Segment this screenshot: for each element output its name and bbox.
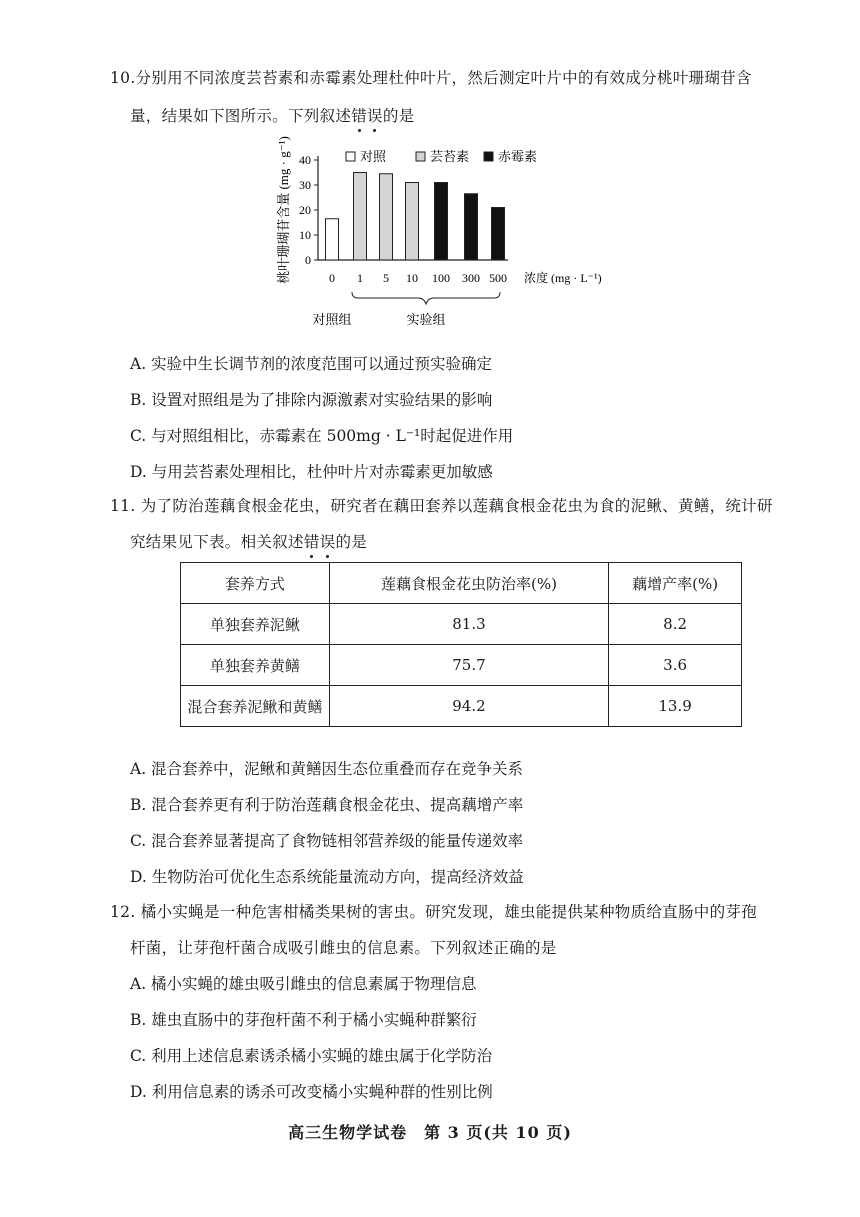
bar-1-0: [326, 219, 339, 260]
table-cell: 81.3: [329, 604, 608, 645]
x-tick-label: 1: [357, 271, 363, 285]
table-header-cell: 藕增产率(%): [609, 563, 742, 604]
q10-stem-line2-post: 的是: [382, 107, 415, 125]
table-cell: 13.9: [609, 686, 742, 727]
y-tick-label: 10: [299, 228, 311, 242]
y-tick-label: 40: [299, 153, 311, 167]
legend-label-3: 赤霉素: [498, 149, 538, 164]
q11-stem-line2-post: 的是: [335, 533, 368, 551]
q11-stem-line2-pre: 究结果见下表。相关叙述: [130, 533, 304, 551]
q11-option-b: B. 混合套养更有利于防治莲藕食根金花虫、提高藕增产率: [130, 796, 524, 814]
table-cell: 混合套养泥鳅和黄鳝: [181, 686, 330, 727]
legend-swatch-1: [346, 152, 355, 161]
bar-3-300: [465, 194, 478, 260]
q11-emphasis-char-1: 错: [303, 533, 320, 551]
table-cell: 75.7: [329, 645, 608, 686]
y-axis-label: 桃叶珊瑚苷含量 (mg · g⁻¹): [276, 136, 291, 284]
x-tick-label: 300: [462, 271, 480, 285]
table-cell: 3.6: [609, 645, 742, 686]
q11-option-a: A. 混合套养中，泥鳅和黄鳝因生态位重叠而存在竞争关系: [130, 760, 524, 778]
q12-stem-line2: 杆菌，让芽孢杆菌合成吸引雌虫的信息素。下列叙述正确的是: [130, 939, 557, 957]
legend-label-2: 芸苔素: [430, 149, 470, 164]
bar-3-100: [435, 183, 448, 261]
q10-stem-line1: 10.分别用不同浓度芸苔素和赤霉素处理杜仲叶片，然后测定叶片中的有效成分桃叶珊瑚苷含: [110, 69, 752, 87]
table-cell: 单独套养泥鳅: [181, 604, 330, 645]
q12-option-b: B. 雄虫直肠中的芽孢杆菌不利于橘小实蝇种群繁衍: [130, 1011, 477, 1029]
table-row: [181, 645, 742, 686]
y-tick-label: 30: [299, 178, 311, 192]
table-header-cell: 套养方式: [181, 563, 330, 604]
q11-option-d: D. 生物防治可优化生态系统能量流动方向，提高经济效益: [130, 868, 524, 886]
legend-swatch-3: [484, 152, 493, 161]
q11-results-table: [180, 562, 742, 727]
bar-2-1: [354, 173, 367, 261]
q12-option-d: D. 利用信息素的诱杀可改变橘小实蝇种群的性别比例: [130, 1083, 493, 1101]
q12-option-a: A. 橘小实蝇的雄虫吸引雌虫的信息素属于物理信息: [130, 975, 477, 993]
q11-stem-line2: [130, 530, 367, 552]
q11-emphasis-char-2: 误: [319, 533, 336, 551]
legend-swatch-2: [416, 152, 425, 161]
y-tick-label: 0: [305, 253, 311, 267]
y-tick-label: 20: [299, 203, 311, 217]
bar-2-10: [406, 183, 419, 261]
q10-option-c: C. 与对照组相比，赤霉素在 500mg · L⁻¹时起促进作用: [130, 427, 514, 445]
table-row: [181, 686, 742, 727]
q10-emphasis-char-1: 错: [351, 107, 368, 125]
q11-option-c: C. 混合套养显著提高了食物链相邻营养级的能量传递效率: [130, 832, 524, 850]
q10-bar-chart: [270, 136, 602, 340]
experimental-group-brace: [352, 292, 500, 304]
bar-2-5: [380, 174, 393, 260]
table-header-row: [181, 563, 742, 604]
q10-stem-line2: [130, 104, 414, 126]
table-cell: 8.2: [609, 604, 742, 645]
page-footer: 高三生物学试卷 第 3 页(共 10 页): [288, 1123, 572, 1142]
group-label-control: 对照组: [312, 312, 352, 327]
bar-3-500: [492, 208, 505, 261]
table-row: [181, 604, 742, 645]
q11-stem-line1: 11. 为了防治莲藕食根金花虫，研究者在藕田套养以莲藕食根金花虫为食的泥鳅、黄鳝，统计研: [110, 497, 773, 515]
table-cell: 94.2: [329, 686, 608, 727]
x-axis-label: 浓度 (mg · L⁻¹): [524, 271, 602, 285]
q10-option-a: A. 实验中生长调节剂的浓度范围可以通过预实验确定: [130, 355, 493, 373]
q12-option-c: C. 利用上述信息素诱杀橘小实蝇的雄虫属于化学防治: [130, 1047, 493, 1065]
legend-label-1: 对照: [360, 149, 387, 164]
q10-option-b: B. 设置对照组是为了排除内源激素对实验结果的影响: [130, 391, 493, 409]
x-tick-label: 10: [406, 271, 418, 285]
x-tick-label: 500: [489, 271, 507, 285]
x-tick-label: 0: [329, 271, 335, 285]
x-tick-label: 5: [383, 271, 389, 285]
group-label-experimental: 实验组: [406, 312, 446, 327]
q10-emphasis-char-2: 误: [367, 107, 383, 125]
x-tick-label: 100: [432, 271, 450, 285]
q10-stem-line2-pre: 量，结果如下图所示。下列叙述: [130, 107, 352, 125]
table-cell: 单独套养黄鳝: [181, 645, 330, 686]
table-header-cell: 莲藕食根金花虫防治率(%): [329, 563, 608, 604]
q10-option-d: D. 与用芸苔素处理相比，杜仲叶片对赤霉素更加敏感: [130, 463, 493, 481]
q12-stem-line1: 12. 橘小实蝇是一种危害柑橘类果树的害虫。研究发现，雄虫能提供某种物质给直肠中的芽孢: [110, 903, 757, 921]
